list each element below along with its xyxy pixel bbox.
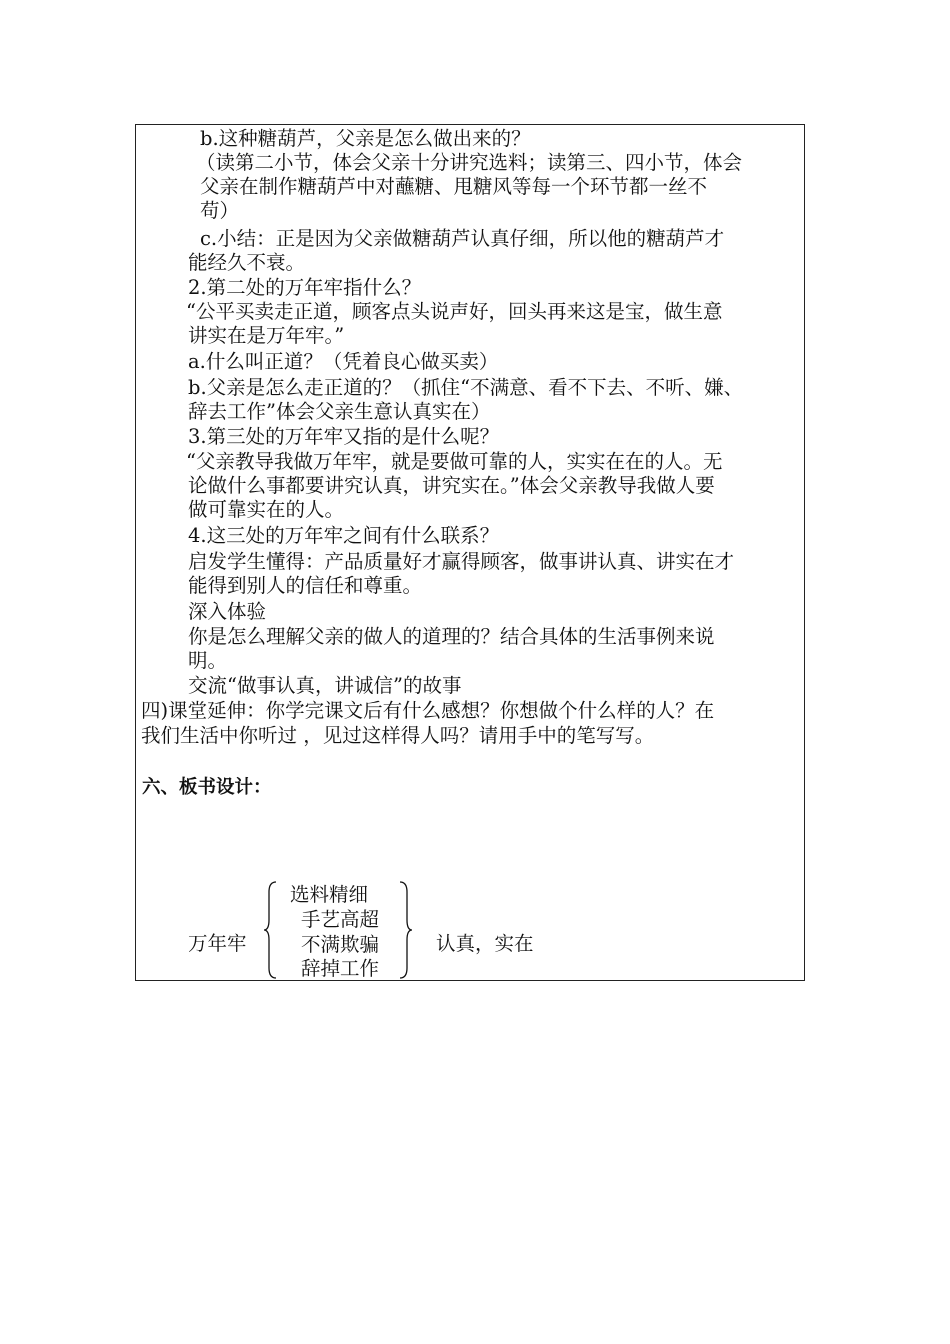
right-brace-icon — [398, 880, 414, 980]
board-item: 不满欺骗 — [301, 933, 380, 956]
text-line: 父亲在制作糖葫芦中对蘸糖、甩糖风等每一个环节都一丝不 — [200, 175, 708, 198]
text-line: “父亲教导我做万年牢，就是要做可靠的人，实实在在的人。无 — [186, 450, 723, 473]
text-line: 做可靠实在的人。 — [188, 498, 345, 521]
text-line: 交流“做事认真，讲诚信”的故事 — [188, 674, 462, 697]
text-line: c.小结：正是因为父亲做糖葫芦认真仔细，所以他的糖葫芦才 — [200, 227, 725, 250]
text-line: 辞去工作”体会父亲生意认真实在） — [188, 400, 491, 423]
text-line: 论做什么事都要讲究认真，讲究实在。”体会父亲教导我做人要 — [188, 474, 715, 497]
text-line: b.这种糖葫芦，父亲是怎么做出来的？ — [200, 127, 531, 150]
text-line: （读第二小节，体会父亲十分讲究选料；读第三、四小节，体会 — [196, 151, 743, 174]
board-item: 选料精细 — [290, 883, 369, 906]
text-line: 能得到别人的信任和尊重。 — [188, 574, 423, 597]
left-brace-icon — [262, 880, 278, 980]
text-line: a.什么叫正道？（凭着良心做买卖） — [188, 350, 499, 373]
text-line: b.父亲是怎么走正道的？（抓住“不满意、看不下去、不听、嫌、 — [188, 376, 744, 399]
text-line: 深入体验 — [188, 600, 267, 623]
text-line: 能经久不衰。 — [188, 251, 306, 274]
board-item: 辞掉工作 — [301, 957, 380, 980]
board-left-label: 万年牢 — [188, 932, 247, 955]
section-heading: 六、板书设计： — [142, 777, 272, 798]
text-line: 明。 — [188, 649, 228, 672]
text-line: 2.第二处的万年牢指什么？ — [188, 276, 422, 299]
board-right-label: 认真，实在 — [436, 932, 534, 955]
text-line: 启发学生懂得：产品质量好才赢得顾客，做事讲认真、讲实在才 — [188, 550, 735, 573]
text-line: 我们生活中你听过 ，见过这样得人吗？请用手中的笔写写。 — [141, 724, 655, 747]
text-line: 讲实在是万年牢。” — [188, 324, 345, 347]
text-line: 四)课堂延伸：你学完课文后有什么感想？你想做个什么样的人？在 — [141, 699, 715, 722]
text-line: 3.第三处的万年牢又指的是什么呢？ — [188, 425, 500, 448]
board-item: 手艺高超 — [301, 908, 380, 931]
text-line: 苟） — [200, 199, 240, 222]
text-line: 4.这三处的万年牢之间有什么联系？ — [188, 524, 500, 547]
text-line: 你是怎么理解父亲的做人的道理的？结合具体的生活事例来说 — [188, 625, 715, 648]
text-line: “公平买卖走正道，顾客点头说声好，回头再来这是宝，做生意 — [186, 300, 723, 323]
